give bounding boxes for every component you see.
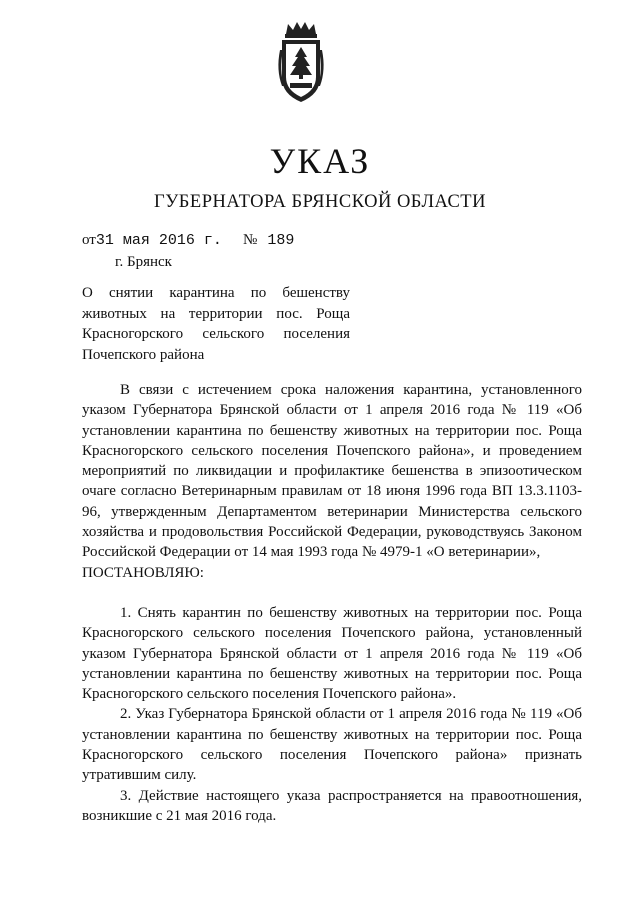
- decree-date: [82, 232, 222, 249]
- decree-item-1: 1. Снять карантин по бешенству животных на территории пос. Роща Красногорского сельского поселения Почепского района, установленный указом Губернатора Брянской области от 1 апреля 2016 года № 119 «Об установлении карантина по бешенству животных на территории пос. Роща Красногорского сельского поселения Почепского района».: [82, 604, 582, 703]
- preamble-paragraph: В связи с истечением срока наложения карантина, установленного указом Губернатора Брянской области от 1 апреля 2016 года № 119 «Об установлении карантина по бешенству животных на территории пос. Роща Красногорского сельского поселения Почепского района», и проведением мероприятий по ликвидации и профилактике бешенства в эпизоотическом очаге согласно Ветеринарным правилам от 18 июня 1996 года ВП 13.3.1103-96, утвержденным Департаментом ветеринарии Министерства сельского хозяйства и продовольствия Российской Федерации, руководствуясь Законом Российской Федерации от 14 мая 1993 года № 4979-1 «О ветеринарии»,: [82, 382, 582, 561]
- number-prefix: №: [243, 232, 258, 248]
- document-title: УКАЗ: [269, 141, 371, 181]
- decree-body: [82, 380, 582, 826]
- subject-line: О снятии карантина по бешенству: [82, 285, 350, 301]
- subject-line: Красногорского сельского поселения: [82, 326, 350, 342]
- decree-word: ПОСТАНОВЛЯЮ:: [82, 564, 204, 581]
- date-prefix: от: [82, 232, 96, 248]
- subject-line: Почепского района: [82, 346, 205, 363]
- document-subtitle: ГУБЕРНАТОРА БРЯНСКОЙ ОБЛАСТИ: [154, 192, 486, 212]
- decree-item-3: 3. Действие настоящего указа распространяется на правоотношения, возникшие с 21 мая 2016 года.: [82, 787, 582, 824]
- decree-item-2: 2. Указ Губернатора Брянской области от 1 апреля 2016 года № 119 «Об установлении карантина по бешенству животных на территории пос. Роща Красногорского сельского поселения Почепского района» признать утратившим силу.: [82, 706, 582, 784]
- number-value: 189: [267, 232, 295, 249]
- decree-number: [243, 232, 294, 249]
- date-value: 31 мая 2016 г.: [95, 232, 222, 249]
- decree-city: г. Брянск: [115, 254, 172, 270]
- subject-line: животных на территории пос. Роща: [82, 305, 350, 322]
- decree-subject: [82, 283, 350, 365]
- bryansk-coat-of-arms-icon: [276, 20, 326, 106]
